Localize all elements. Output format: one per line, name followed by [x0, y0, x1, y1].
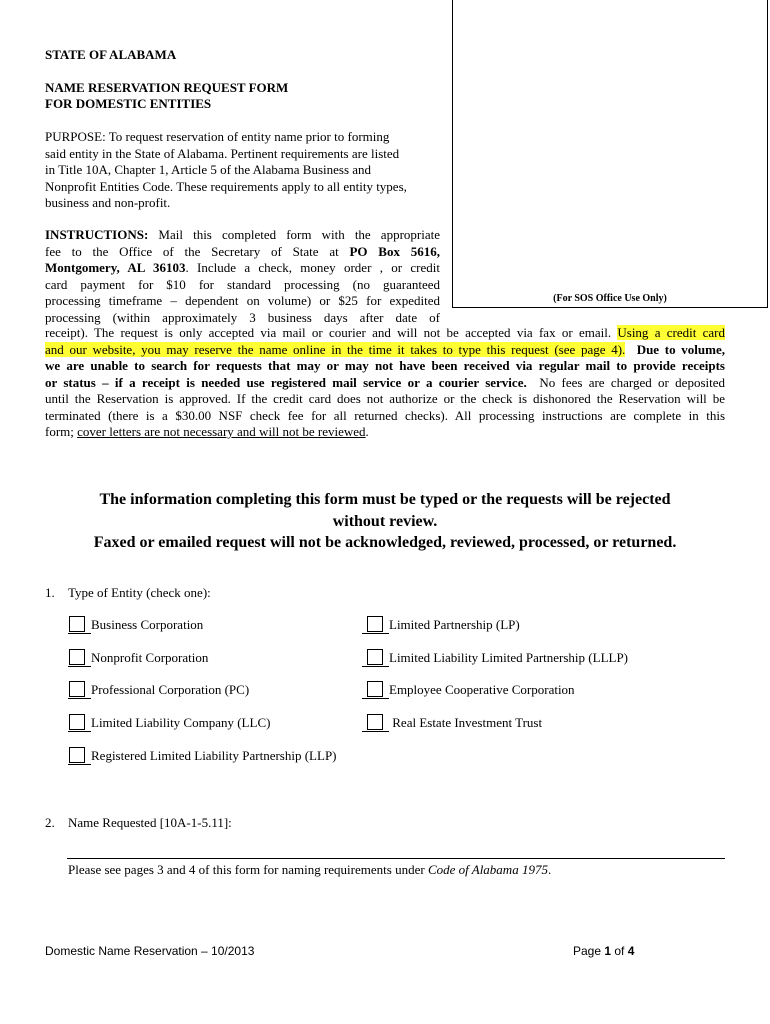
highlighted-text: and our website, you may reserve the name online in the time it takes to type this request (see page 4). [45, 341, 626, 357]
instructions-line [45, 227, 440, 244]
option-nonprofit-corporation[interactable] [68, 649, 208, 667]
option-label: Professional Corporation (PC) [91, 682, 250, 697]
instructions-paragraph [45, 227, 440, 326]
section-1-number: 1. [45, 585, 55, 600]
instructions-line: terminated (there is a $30.00 NSF check fee for all returned checks). All processing instructions are complete in this [45, 407, 725, 423]
checkbox[interactable] [69, 714, 85, 730]
form-title-line-2: FOR DOMESTIC ENTITIES [45, 96, 212, 111]
instructions-text: receipt). The request is only accepted via mail or courier and will not be accepted via fax or email. [45, 325, 618, 340]
option-llp[interactable] [68, 747, 337, 765]
option-label: Nonprofit Corporation [91, 650, 209, 665]
instructions-line [45, 260, 440, 277]
instructions-label: INSTRUCTIONS: [45, 227, 149, 242]
instructions-bold-text: Due to volume, [636, 341, 725, 357]
instructions-line: we are unable to search for requests that may or may not have been received via regular mail to provide receipts [45, 358, 725, 373]
instructions-line [45, 424, 725, 441]
checkbox[interactable] [367, 681, 383, 697]
option-label: Limited Liability Limited Partnership (LLLP) [389, 650, 629, 665]
note-text: . [547, 862, 552, 877]
instructions-text: fee to the Office of the Secretary of State at [45, 243, 350, 259]
checkbox[interactable] [69, 747, 85, 763]
option-label: Registered Limited Liability Partnership (LLP) [91, 748, 337, 763]
checkbox[interactable] [69, 616, 85, 632]
instructions-text: No fees are charged or deposited [539, 374, 726, 390]
code-reference: Code of Alabama 1975 [427, 862, 548, 877]
sos-office-use-label: (For SOS Office Use Only) [553, 293, 667, 304]
instructions-line: processing timeframe – dependent on volume) or $25 for expedited [45, 293, 440, 308]
footer-page-number [573, 944, 634, 958]
checkbox[interactable] [367, 714, 383, 730]
instructions-paragraph-continued [45, 325, 725, 441]
checkbox[interactable] [69, 681, 85, 697]
checkbox[interactable] [367, 649, 383, 665]
po-box-address: PO Box 5616, [349, 243, 440, 259]
footer-form-name: Domestic Name Reservation – 10/2013 [45, 944, 255, 958]
total-pages: 4 [627, 944, 635, 958]
state-heading: STATE OF ALABAMA [45, 47, 177, 62]
notice-line: The information completing this form must be typed or the requests will be rejected [99, 491, 671, 508]
purpose-line: business and non-profit. [45, 195, 171, 210]
name-requested-input-line[interactable] [67, 858, 725, 859]
naming-requirements-note [68, 862, 551, 879]
instructions-line [45, 244, 440, 261]
checkbox[interactable] [367, 616, 383, 632]
checkbox[interactable] [69, 649, 85, 665]
option-label: Employee Cooperative Corporation [389, 682, 575, 697]
instructions-line [45, 375, 725, 392]
instructions-line [45, 325, 725, 342]
section-2-number: 2. [45, 815, 55, 830]
page-word: Page [573, 944, 605, 958]
option-lllp[interactable] [362, 649, 628, 667]
sos-office-use-box [452, 0, 768, 308]
notice-line: without review. [332, 512, 438, 530]
highlighted-text: Using a credit card [617, 325, 725, 340]
instructions-text: . [365, 424, 369, 439]
section-2-label: Name Requested [10A-1-5.11]: [68, 815, 232, 830]
option-reit[interactable] [362, 714, 542, 732]
instructions-line: until the Reservation is approved. If the credit card does not authorize or the check is dishonored the Reservation will be [45, 391, 725, 406]
instructions-bold-text: or status – if a receipt is needed use registered mail service or a courier service. [45, 374, 527, 390]
instructions-line [45, 342, 725, 359]
of-word: of [611, 944, 628, 958]
purpose-line: PURPOSE: To request reservation of entity name prior to forming [45, 129, 390, 144]
option-label: Real Estate Investment Trust [389, 715, 543, 730]
option-label: Limited Liability Company (LLC) [91, 715, 271, 730]
current-page: 1 [604, 944, 612, 958]
notice-line: Faxed or emailed request will not be acknowledged, reviewed, processed, or returned. [93, 534, 677, 551]
underlined-text: cover letters are not necessary and will not be reviewed [77, 424, 366, 439]
option-label: Business Corporation [91, 617, 204, 632]
instructions-line: processing (within approximately 3 business days after date of [45, 309, 440, 325]
instructions-text: Mail this completed form with the appropriate [158, 227, 441, 242]
purpose-line: said entity in the State of Alabama. Pertinent requirements are listed [45, 145, 400, 161]
purpose-line: in Title 10A, Chapter 1, Article 5 of the Alabama Business and [45, 162, 372, 177]
option-label: Limited Partnership (LP) [389, 617, 520, 632]
city-address: Montgomery, AL 36103 [45, 260, 186, 275]
purpose-line: Nonprofit Entities Code. These requirements apply to all entity types, [45, 178, 407, 194]
section-1-label: Type of Entity (check one): [68, 585, 211, 600]
option-limited-partnership[interactable] [362, 616, 520, 634]
form-title-line-1: NAME RESERVATION REQUEST FORM [45, 80, 289, 95]
option-employee-cooperative[interactable] [362, 681, 575, 699]
instructions-text: . Include a check, money order , or credit [185, 260, 441, 275]
option-llc[interactable] [68, 714, 270, 732]
purpose-paragraph [45, 129, 445, 212]
instructions-line: card payment for $10 for standard processing (no guaranteed [45, 276, 440, 292]
instructions-text: form; [45, 424, 78, 439]
option-professional-corporation[interactable] [68, 681, 249, 699]
option-business-corporation[interactable] [68, 616, 203, 634]
note-text: Please see pages 3 and 4 of this form for naming requirements under [68, 862, 428, 877]
typed-notice [20, 489, 750, 554]
